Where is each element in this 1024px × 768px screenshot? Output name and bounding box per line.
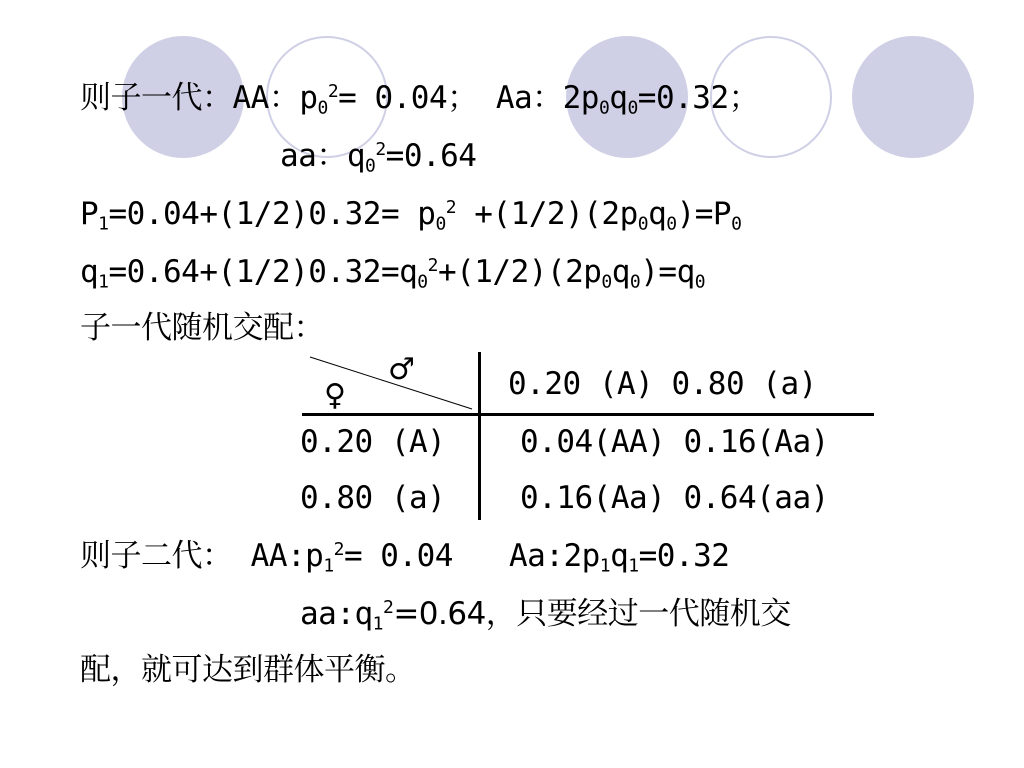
table-row-label: 0.80 (a) — [300, 480, 446, 516]
random-mating-heading: 子一代随机交配： — [80, 310, 324, 346]
line-q1-equation: $q_1=0.64+(1/2)0.32=q_0^2+(1/2)(2p_0q_0)=q_0$ — [80, 254, 706, 293]
line-first-generation-aa: aa：$q_0^2=0.64$ — [280, 138, 477, 177]
table-horizontal-rule — [302, 413, 874, 416]
table-row-label: 0.20 (A) — [300, 424, 446, 460]
male-symbol: ♂ — [388, 352, 415, 387]
line-first-generation: 则子一代：AA：$p_0^2= 0.04$； Aa：$2p_0q_0=0.32$； — [80, 80, 760, 119]
line-second-generation: 则子二代： $AA:p_1^2= 0.04$ $Aa:2p_1q_1=0.32$ — [80, 538, 730, 577]
table-vertical-rule — [478, 352, 481, 520]
table-row-cells: 0.04(AA) 0.16(Aa) — [520, 424, 829, 460]
second-gen-label: 则子二代： — [80, 538, 233, 574]
female-symbol: ♀ — [324, 378, 346, 413]
conclusion-text: 配，就可达到群体平衡。 — [80, 652, 416, 688]
table-row-cells: 0.16(Aa) 0.64(aa) — [520, 480, 829, 516]
first-gen-label: 则子一代： — [80, 80, 233, 116]
line-second-generation-aa: $aa:q_1^2=0.64$，只要经过一代随机交 — [300, 596, 791, 635]
line-p1-equation: $P_1=0.04+(1/2)0.32= p_0^2 +(1/2)(2p_0q_0)=P_0$ — [80, 196, 742, 235]
table-header: 0.20 (A) 0.80 (a) — [508, 366, 817, 402]
